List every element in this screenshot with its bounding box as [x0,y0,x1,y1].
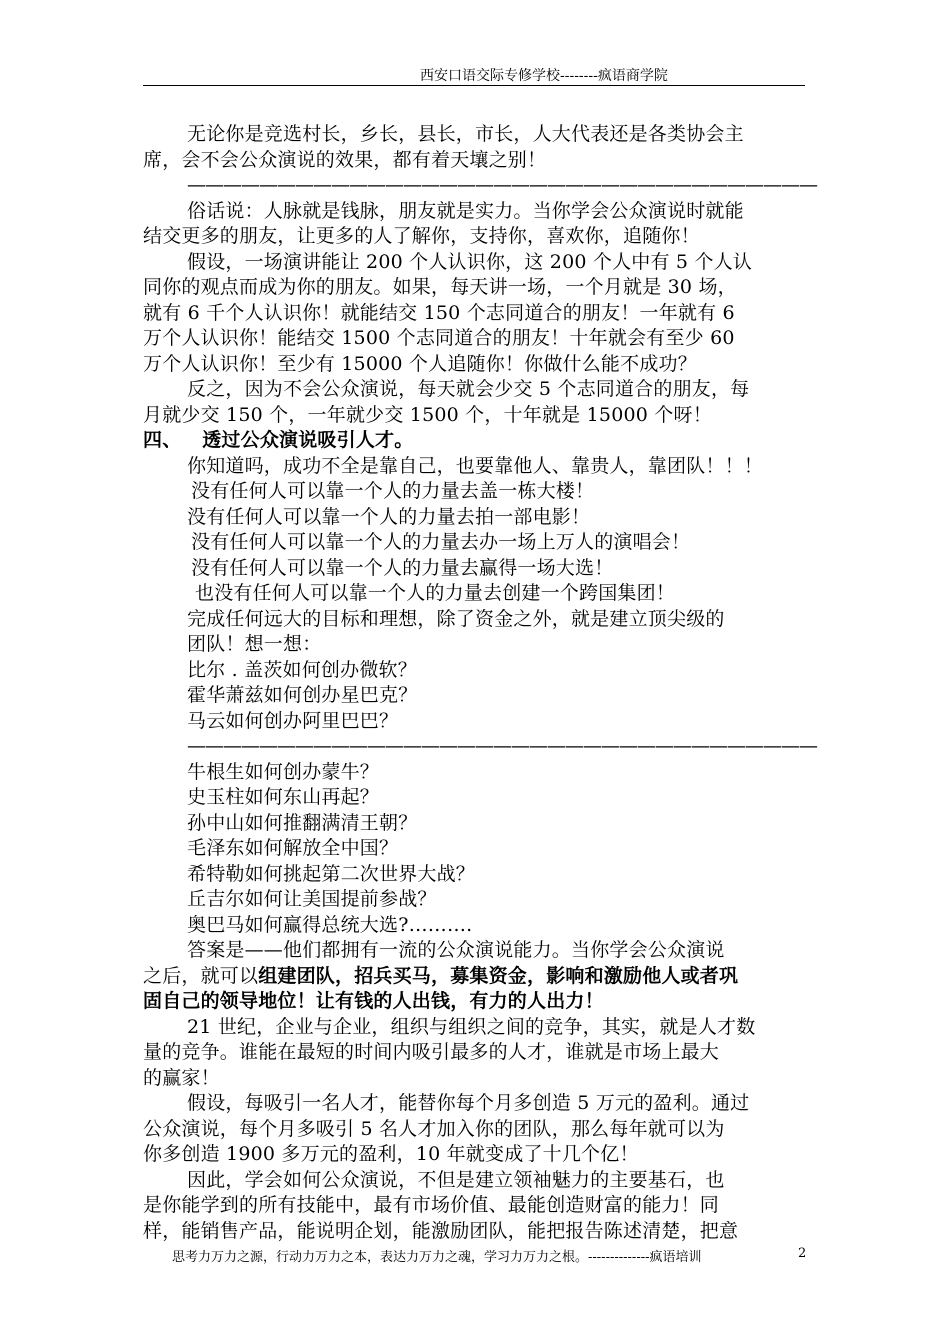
section-heading [143,428,823,454]
paragraph-line: 没有任何人可以靠一个人的力量去盖一栋大楼！ [191,480,595,502]
paragraph-line: 样，能销售产品，能说明企划，能激励团队，能把报告陈述清楚，把意 [143,1219,739,1242]
paragraph-line: 完成任何远大的目标和理想，除了资金之外，就是建立顶尖级的 [187,607,725,630]
paragraph-line: 希特勒如何挑起第二次世界大战？ [187,862,476,885]
header-rule [143,85,805,86]
paragraph-line: 因此，学会如何公众演说，不但是建立领袖魅力的主要基石，也 [187,1168,725,1191]
page-footer: 思考力万力之源，行动力万力之本，表达力万力之魂，学习力万力之根。--------------疯语培训 [172,1250,702,1265]
paragraph-line: 丘吉尔如何让美国提前参战？ [187,888,437,910]
paragraph-line: 21 世纪，企业与企业，组织与组织之间的竞争，其实，就是人才数 [187,1015,756,1038]
paragraph-line: 孙中山如何推翻满清王朝？ [187,811,418,834]
paragraph-line: 比尔 . 盖茨如何创办微软？ [187,658,417,681]
paragraph-line: 无论你是竞选村长，乡长，县长，市长，人大代表还是各类协会主 [187,123,744,145]
paragraph-line: 同你的观点而成为你的朋友。如果，每天讲一场，一个月就是 30 场， [143,276,737,298]
paragraph-line: 结交更多的朋友，让更多的人了解你，支持你，喜欢你，追随你！ [143,225,700,247]
separator-line: ——————————————————————————————————— [187,735,817,757]
paragraph-line: 万个人认识你！能结交 1500 个志同道合的朋友！十年就会有至少 60 [143,327,735,349]
paragraph-line: 没有任何人可以靠一个人的力量去办一场上万人的演唱会！ [191,531,691,553]
emphasized-line: 固自己的领导地位！让有钱的人出钱，有力的人出力！ [143,990,604,1012]
paragraph-line: 假设，每吸引一名人才，能替你每个月多创造 5 万元的盈利。通过 [187,1092,750,1114]
paragraph-line: 月就少交 150 个，一年就少交 1500 个，十年就是 15000 个呀！ [143,403,712,426]
paragraph-line: 量的竞争。谁能在最短的时间内吸引最多的人才，谁就是市场上最大 [143,1041,720,1063]
page-header: 西安口语交际专修学校--------疯语商学院 [420,68,668,84]
paragraph-line: 假设，一场演讲能让 200 个人认识你，这 200 个人中有 5 个人认 [187,250,753,273]
paragraph-line: 你知道吗，成功不全是靠自己，也要靠他人、靠贵人，靠团队！！！ [187,454,764,477]
paragraph-line: 没有任何人可以靠一个人的力量去拍一部电影！ [187,505,591,528]
paragraph-line: 俗话说：人脉就是钱脉，朋友就是实力。当你学会公众演说时就能 [187,199,744,222]
paragraph-line: 牛根生如何创办蒙牛？ [187,760,380,783]
paragraph-line: 没有任何人可以靠一个人的力量去赢得一场大选！ [191,556,614,579]
paragraph-line: 就有 6 千个人认识你！就能结交 150 个志同道合的朋友！一年就有 6 [143,301,735,324]
paragraph-line: 毛泽东如何解放全中国？ [187,837,399,859]
paragraph-line: 公众演说，每个月多吸引 5 名人才加入你的团队，那么每年就可以为 [143,1117,725,1140]
paragraph-line: 马云如何创办阿里巴巴？ [187,709,399,732]
paragraph-line: 史玉柱如何东山再起？ [187,786,380,808]
paragraph-text: 之后，就可以 [143,964,259,987]
paragraph-line [143,964,823,990]
page-number: 2 [798,1246,807,1261]
paragraph-line: 万个人认识你！至少有 15000 个人追随你！你做什么能不成功？ [143,352,697,375]
body-text [143,122,823,1244]
paragraph-line: 团队！想一想： [187,633,322,655]
paragraph-line: 也没有任何人可以靠一个人的力量去创建一个跨国集团！ [195,582,676,604]
paragraph-line: 的赢家！ [143,1066,220,1089]
paragraph-line: 反之，因为不会公众演说，每天就会少交 5 个志同道合的朋友，每 [187,378,750,400]
section-title: 透过公众演说吸引人才。 [202,429,414,451]
paragraph-line: 是你能学到的所有技能中，最有市场价值、最能创造财富的能力！同 [143,1194,720,1216]
paragraph-line: 席，会不会公众演说的效果，都有着天壤之别！ [143,148,547,171]
paragraph-line: 答案是——他们都拥有一流的公众演说能力。当你学会公众演说 [187,939,725,961]
separator-line: ——————————————————————————————————— [187,174,817,196]
paragraph-line: 奥巴马如何赢得总统大选?………. [187,913,473,936]
emphasized-text: 组建团队，招兵买马，募集资金，影响和激励他人或者巩 [258,964,739,987]
paragraph-line: 你多创造 1900 多万元的盈利，10 年就变成了十几个亿！ [143,1143,639,1165]
section-number: 四、 [143,429,182,451]
paragraph-line: 霍华萧兹如何创办星巴克？ [187,684,418,706]
